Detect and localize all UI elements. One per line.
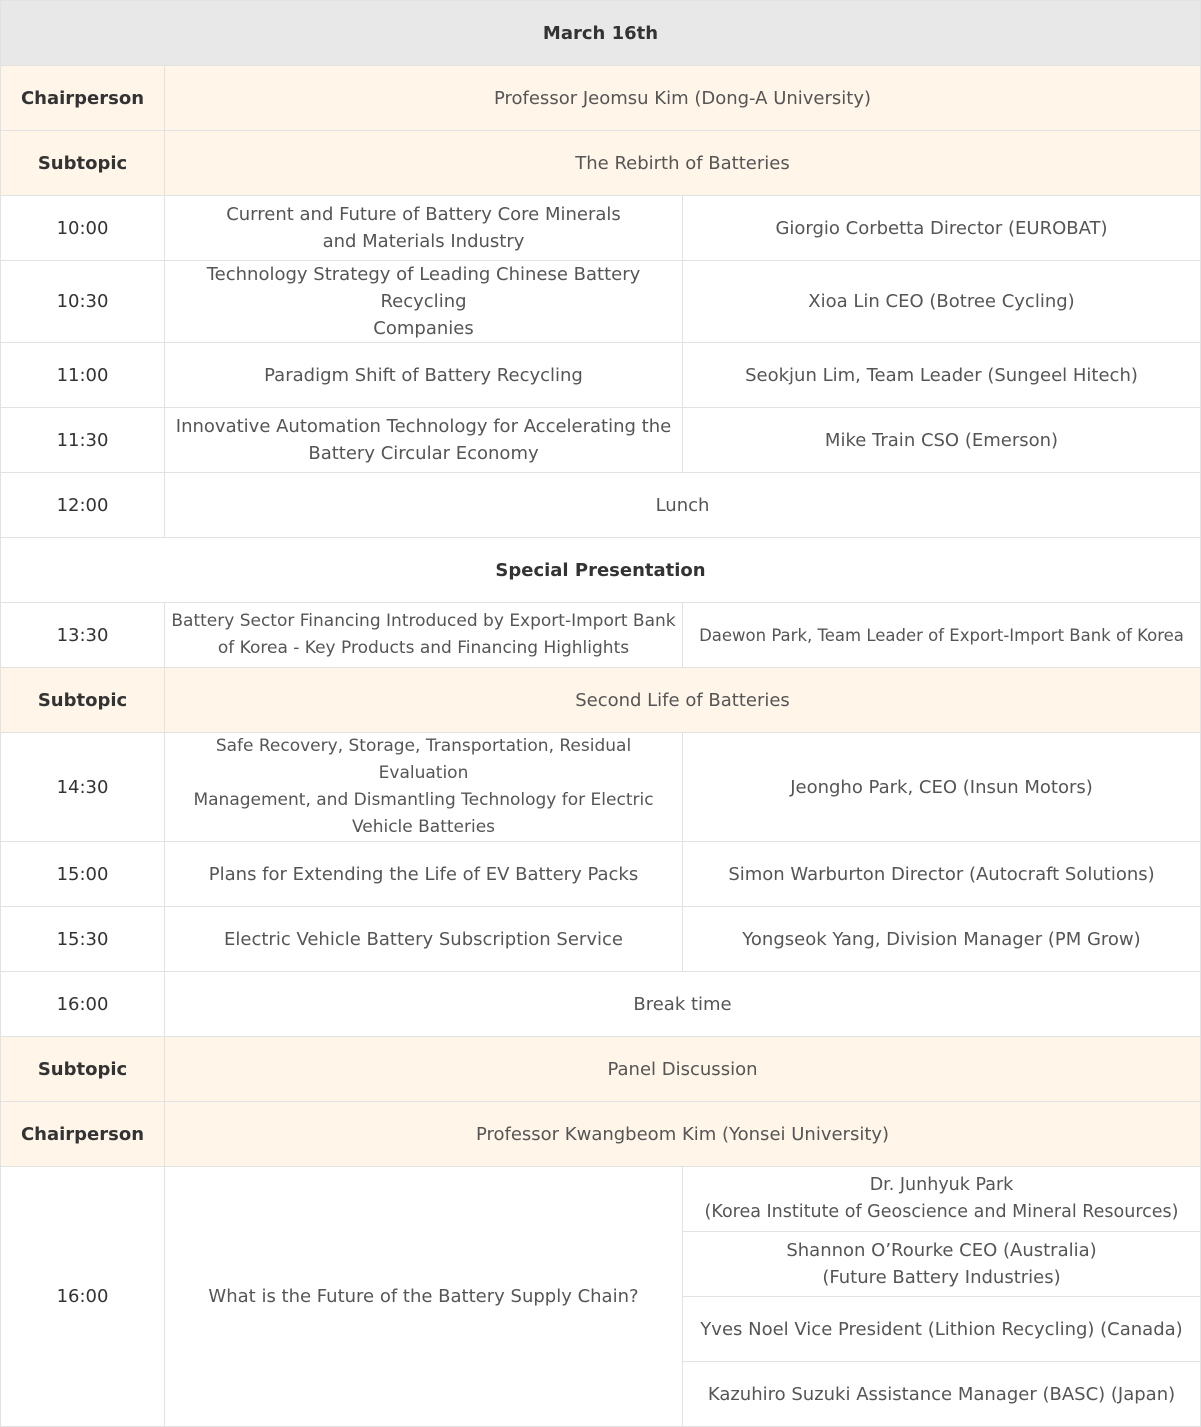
subtopic-title: The Rebirth of Batteries (165, 131, 1201, 196)
session-row (1, 343, 1201, 408)
session-speaker: Mike Train CSO (Emerson) (683, 408, 1201, 473)
session-topic (165, 261, 683, 343)
session-topic: Paradigm Shift of Battery Recycling (165, 343, 683, 408)
panel-row (1, 1167, 1201, 1232)
topic-line: Innovative Automation Technology for Accelerating the (175, 416, 672, 437)
session-time: 10:30 (1, 261, 165, 343)
session-topic (165, 603, 683, 668)
session-speaker: Yongseok Yang, Division Manager (PM Grow) (683, 907, 1201, 972)
session-row (1, 603, 1201, 668)
special-presentation-row (1, 538, 1201, 603)
session-time: 13:30 (1, 603, 165, 668)
panelist-line: Shannon O’Rourke CEO (Australia) (786, 1240, 1097, 1261)
session-row (1, 842, 1201, 907)
topic-line: and Materials Industry (322, 231, 525, 252)
session-speaker: Giorgio Corbetta Director (EUROBAT) (683, 196, 1201, 261)
session-time: 15:30 (1, 907, 165, 972)
session-row (1, 196, 1201, 261)
chairperson-label: Chairperson (1, 66, 165, 131)
session-speaker: Xioa Lin CEO (Botree Cycling) (683, 261, 1201, 343)
session-row (1, 907, 1201, 972)
panelist: Kazuhiro Suzuki Assistance Manager (BASC) (Japan) (683, 1362, 1201, 1427)
subtopic-row (1, 131, 1201, 196)
subtopic-row (1, 1037, 1201, 1102)
session-topic: Plans for Extending the Life of EV Battery Packs (165, 842, 683, 907)
session-speaker: Seokjun Lim, Team Leader (Sungeel Hitech) (683, 343, 1201, 408)
lunch-label: Lunch (165, 473, 1201, 538)
session-time: 11:30 (1, 408, 165, 473)
topic-line: Battery Sector Financing Introduced by Export-Import Bank (171, 611, 676, 631)
session-topic (165, 408, 683, 473)
subtopic-title: Panel Discussion (165, 1037, 1201, 1102)
topic-line: Vehicle Batteries (351, 817, 496, 837)
session-row (1, 408, 1201, 473)
session-speaker: Jeongho Park, CEO (Insun Motors) (683, 733, 1201, 842)
chairperson-row (1, 1102, 1201, 1167)
topic-line: of Korea - Key Products and Financing Highlights (217, 638, 630, 658)
panelist (683, 1232, 1201, 1297)
lunch-row (1, 473, 1201, 538)
topic-line: Technology Strategy of Leading Chinese Battery Recycling (206, 264, 641, 312)
date-header: March 16th (1, 1, 1201, 66)
session-time: 11:00 (1, 343, 165, 408)
topic-line: Safe Recovery, Storage, Transportation, Residual Evaluation (215, 736, 632, 783)
panel-time: 16:00 (1, 1167, 165, 1427)
session-topic (165, 733, 683, 842)
panelist-line: (Future Battery Industries) (822, 1267, 1061, 1288)
session-row (1, 733, 1201, 842)
break-row (1, 972, 1201, 1037)
break-time: 16:00 (1, 972, 165, 1037)
panel-topic: What is the Future of the Battery Supply Chain? (165, 1167, 683, 1427)
special-presentation-heading: Special Presentation (1, 538, 1201, 603)
topic-line: Companies (373, 318, 474, 339)
panelist-line: (Korea Institute of Geoscience and Mineral Resources) (704, 1202, 1179, 1222)
chairperson-name: Professor Kwangbeom Kim (Yonsei University) (165, 1102, 1201, 1167)
topic-line: Management, and Dismantling Technology for Electric (193, 790, 654, 810)
subtopic-title: Second Life of Batteries (165, 668, 1201, 733)
session-row (1, 261, 1201, 343)
session-speaker: Daewon Park, Team Leader of Export-Import Bank of Korea (683, 603, 1201, 668)
session-time: 14:30 (1, 733, 165, 842)
session-topic: Electric Vehicle Battery Subscription Service (165, 907, 683, 972)
panelist: Yves Noel Vice President (Lithion Recycling) (Canada) (683, 1297, 1201, 1362)
session-time: 10:00 (1, 196, 165, 261)
chairperson-name: Professor Jeomsu Kim (Dong-A University) (165, 66, 1201, 131)
subtopic-label: Subtopic (1, 131, 165, 196)
session-speaker: Simon Warburton Director (Autocraft Solutions) (683, 842, 1201, 907)
chairperson-label: Chairperson (1, 1102, 165, 1167)
break-label: Break time (165, 972, 1201, 1037)
topic-line: Current and Future of Battery Core Minerals (226, 204, 621, 225)
subtopic-label: Subtopic (1, 668, 165, 733)
subtopic-row (1, 668, 1201, 733)
lunch-time: 12:00 (1, 473, 165, 538)
panelist-line: Dr. Junhyuk Park (869, 1175, 1014, 1195)
subtopic-label: Subtopic (1, 1037, 165, 1102)
topic-line: Battery Circular Economy (308, 443, 539, 464)
panelist (683, 1167, 1201, 1232)
session-topic (165, 196, 683, 261)
chairperson-row (1, 66, 1201, 131)
session-time: 15:00 (1, 842, 165, 907)
